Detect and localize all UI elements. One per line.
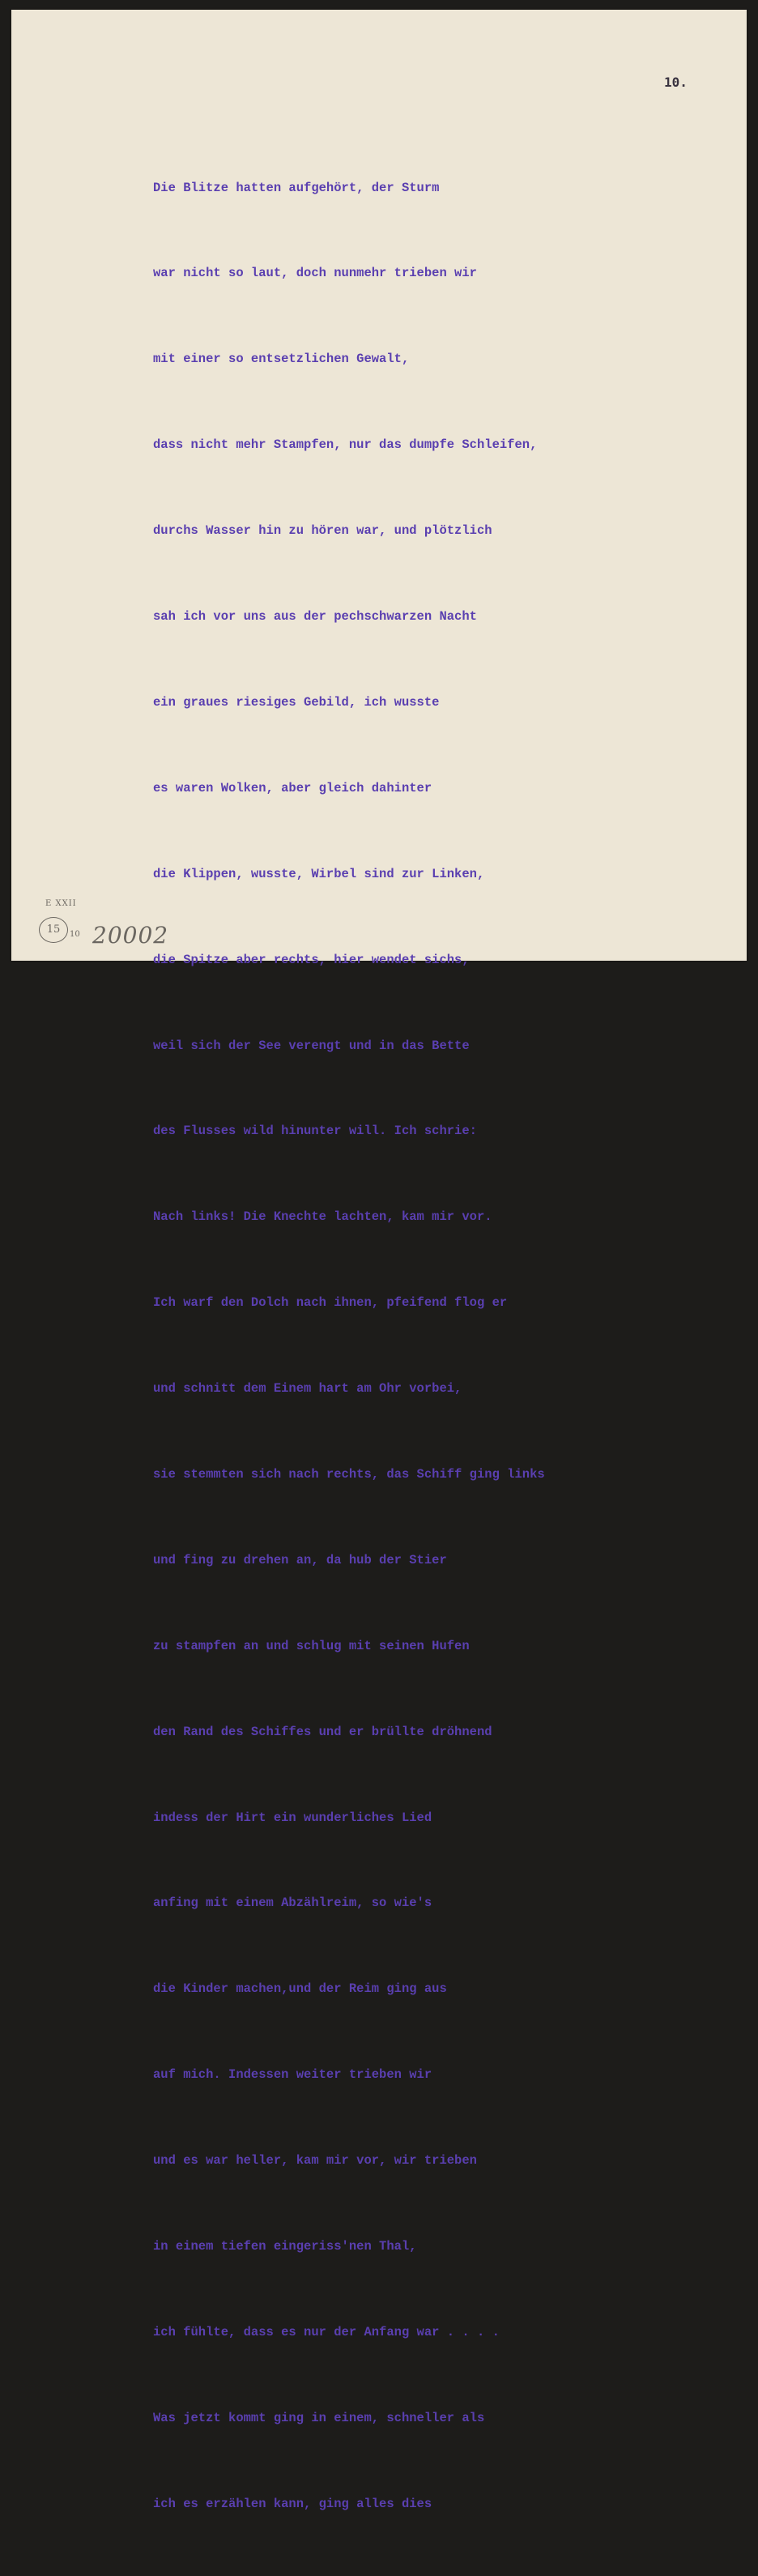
- text-line: ich es erzählen kann, ging alles dies: [153, 2496, 432, 2511]
- text-line: sah ich vor uns aus der pechschwarzen Nacht: [153, 609, 477, 625]
- text-line: und es war heller, kam mir vor, wir trieben: [153, 2153, 477, 2169]
- text-line: sie stemmten sich nach rechts, das Schiff ging links: [153, 1466, 545, 1482]
- text-line: die Klippen, wusste, Wirbel sind zur Linken,: [153, 866, 485, 881]
- text-line: und fing zu drehen an, da hub der Stier: [153, 1552, 447, 1567]
- text-line: zu stampfen an und schlug mit seinen Hufen: [153, 1638, 470, 1653]
- archive-roman-mark: E XXII: [45, 899, 77, 908]
- text-line: Was jetzt kommt ging in einem, schneller als: [153, 2410, 485, 2425]
- text-line: den Rand des Schiffes und er brüllte dröhnend: [153, 1724, 492, 1739]
- archive-inventory-number: 20002: [92, 922, 169, 949]
- text-line: auf mich. Indessen weiter trieben wir: [153, 2067, 432, 2083]
- text-line: durchs Wasser hin zu hören war, und plötzlich: [153, 523, 492, 539]
- text-line: Nach links! Die Knechte lachten, kam mir vor.: [153, 1209, 492, 1225]
- text-line: anfing mit einem Abzählreim, so wie's: [153, 1896, 432, 1911]
- poem-text: [153, 117, 545, 2576]
- text-line: Die Blitze hatten aufgehört, der Sturm: [153, 180, 440, 195]
- text-line: indess der Hirt ein wunderliches Lied: [153, 1810, 432, 1825]
- page-number: 10.: [664, 75, 688, 90]
- typescript-page: [11, 10, 747, 2511]
- text-line: in einem tiefen eingeriss'nen Thal,: [153, 2238, 417, 2254]
- archive-pencil-marks: [36, 893, 198, 966]
- archive-circled-number: 15: [39, 917, 68, 943]
- text-line: Ich warf den Dolch nach ihnen, pfeifend flog er: [153, 1295, 508, 1311]
- text-line: die Kinder machen,und der Reim ging aus: [153, 1981, 447, 1997]
- text-line: weil sich der See verengt und in das Bette: [153, 1038, 470, 1053]
- text-line: ich fühlte, dass es nur der Anfang war . . . .: [153, 2324, 500, 2339]
- text-line: es waren Wolken, aber gleich dahinter: [153, 780, 432, 795]
- text-line: des Flusses wild hinunter will. Ich schrie:: [153, 1124, 477, 1139]
- archive-small-number: 10: [70, 930, 80, 939]
- text-line: und schnitt dem Einem hart am Ohr vorbei,: [153, 1381, 462, 1397]
- text-line: die Spitze aber rechts, hier wendet sichs,: [153, 952, 470, 967]
- text-line: dass nicht mehr Stampfen, nur das dumpfe Schleifen,: [153, 437, 538, 453]
- text-line: mit einer so entsetzlichen Gewalt,: [153, 352, 410, 367]
- text-line: war nicht so laut, doch nunmehr trieben wir: [153, 266, 477, 281]
- text-line: ein graues riesiges Gebild, ich wusste: [153, 694, 440, 710]
